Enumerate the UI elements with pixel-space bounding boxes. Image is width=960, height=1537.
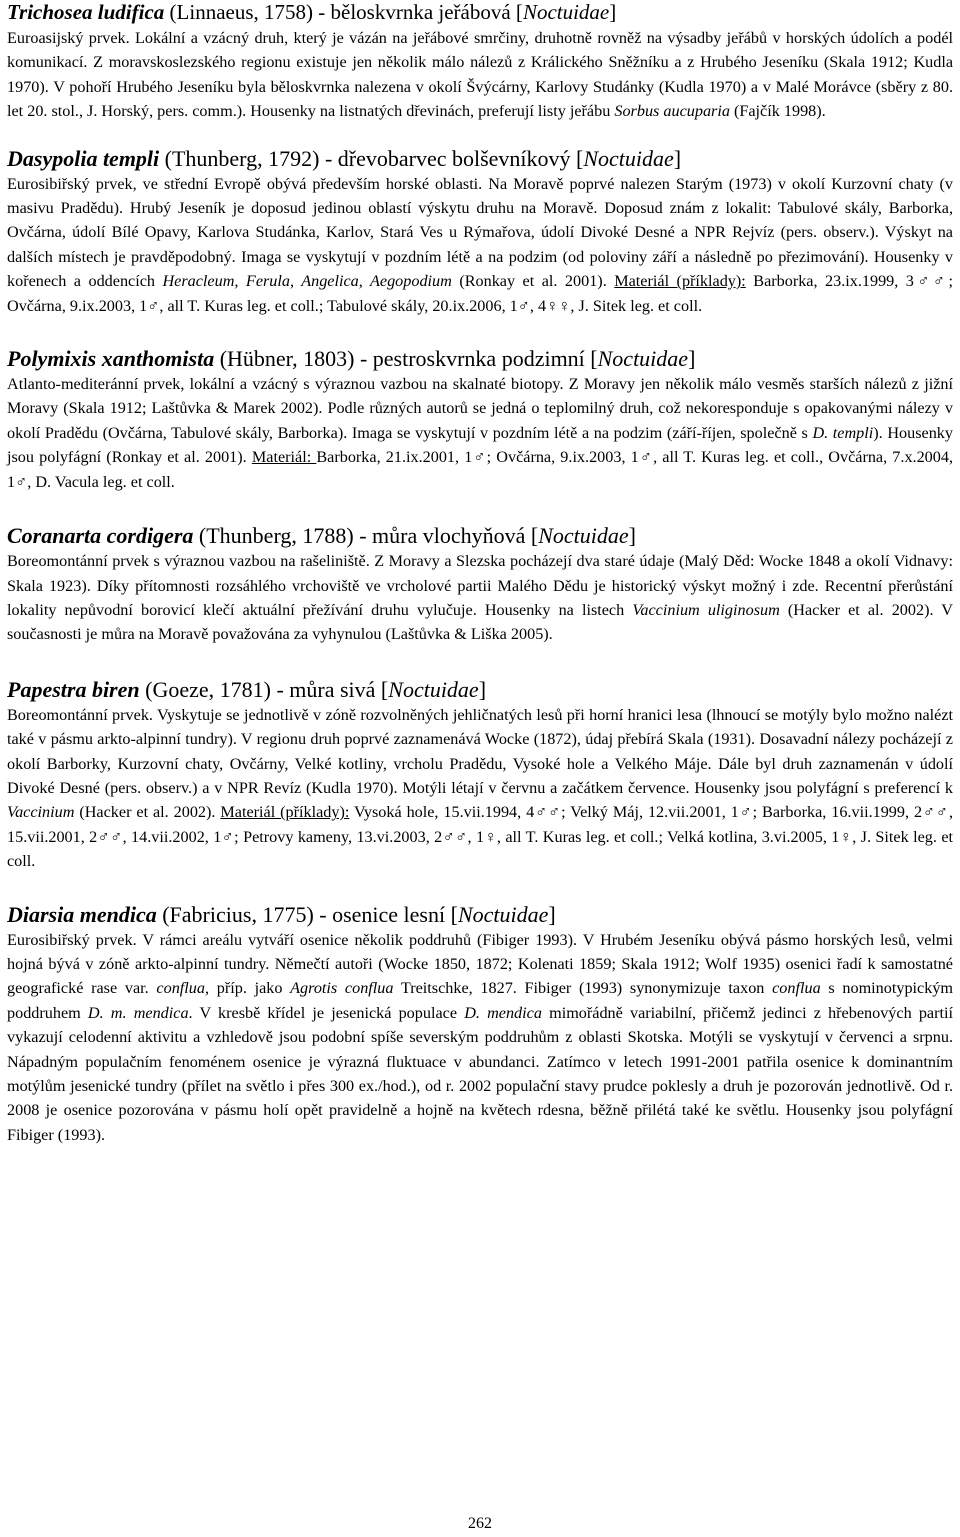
species-entry-polymixis-xanthomista — [7, 346, 953, 494]
text-run: Barborka, 23.ix.1999, 3♂♂; Ovčárna, 9.ix.2003, 1♂, all T. Kuras leg. et coll.; Tabulové skály, 20.ix.2006, 1♂, 4♀♀, J. Sitek leg. et coll. — [7, 272, 953, 315]
text-run: Vysoká hole, 15.vii.1994, 4♂♂; Velký Máj, 12.vii.2001, 1♂; Barborka, 16.vii.1999, 2♂♂, 15.vii.2001, 2♂♂, 14.vii.2002, 1♂; Petrovy kameny, 13.vi.2003, 2♂♂, 1♀, all T. Kuras leg. et coll.; Velká kotlina, 3.vi.2005, 1♀, J. Sitek leg. et coll. — [7, 803, 953, 871]
species-latin-name: Polymixis xanthomista — [7, 346, 215, 372]
species-heading: Polymixis xanthomista (Hübner, 1803) - pestroskvrnka podzimní [Noctuidae] — [7, 346, 696, 372]
species-description — [7, 928, 953, 1148]
species-latin-name: Dasypolia templi — [7, 145, 160, 171]
species-latin-name: Trichosea ludifica — [7, 0, 165, 24]
text-run: (Fajčík 1998). — [729, 102, 826, 121]
species-author-common: (Thunberg, 1792) - dřevobarvec bolševníkový [ — [159, 145, 584, 171]
species-family: Noctuidae — [388, 676, 479, 702]
text-run: Atlanto-mediteránní prvek, lokální a vzácný s výraznou vazbou na skalnaté biotopy. Z Moravy jen několik málo vesměs starších nálezů z jižní Moravy (Skala 1912; Laštůvka & Marek 2002). Podle různých autorů se jedná o teplomilný druh, což nekoresponduje s opakovanými nálezy v okolí Pradědu (Ovčárna, Tabulové skály, Barborka). Imaga se vyskytují v pozdním létě a na podzim (září-říjen, společně s — [7, 375, 953, 442]
species-family: Noctuidae — [457, 901, 549, 927]
italic-taxon: Vaccinium uliginosum — [632, 600, 780, 619]
italic-taxon: D. templi — [812, 423, 874, 442]
italic-taxon: Vaccinium — [7, 803, 75, 822]
text-run: . V kresbě křídel je jesenická populace — [188, 1003, 465, 1022]
text-run: Boreomontánní prvek. Vyskytuje se jednotlivě v zóně rozvolněných jehličnatých lesů při horní hranici lesa (lhnoucí se motýly bylo možno nalézt také v pásmu arkto-alpinní tundry). V regionu druh poprvé zaznamenává Wocke (1872), údaj přebírá Skala (1931). Dosavadní nálezy pocházejí z okolí Barborky, Kurzovní chaty, Ovčárny, Velké kotliny, vrcholu Pradědu, Vysoké hole a Velkého Máje. Dále byl druh zaznamenán v údolí Divoké Desné (pers. observ.) a v NPR Revíz (Kudla 1970). Motýli létají v červnu a začátkem července. Housenky jsou polyfágní s preferencí k — [7, 705, 953, 797]
text-run: mimořádně variabilní, přičemž jedinci z hřebenových partií vykazují celodenní aktivitu a vzhledově jsou podobní spíše severským poddruhům z oblasti Skotska. Motýli se vyskytují v červenci a srpnu. Nápadným populačním fenoménem osenice je výrazná fluktuace v abundanci. Zatímco v letech 1991-2001 patřila osenice k dominantním motýlům jesenické tundry (přílet na světlo i přes 300 ex./hod.), od r. 2002 populační stavy prudce poklesly a druh je pozorován jednotlivě. Od r. 2008 je osenice pozorována v pásmu holí opět pravidelně a hojně na květech rdesna, běžně přilétá také ke světlu. Housenky jsou polyfágní Fibiger (1993). — [7, 1003, 954, 1144]
text-run: ). Housenky jsou polyfágní (Ronkay et al. 2001). — [7, 423, 953, 467]
species-family: Noctuidae — [522, 0, 610, 24]
text-run: s nominotypickým poddruhem — [7, 979, 954, 1022]
species-heading: Diarsia mendica (Fabricius, 1775) - osenice lesní [Noctuidae] — [7, 901, 556, 927]
italic-taxon: Heracleum, Ferula, Angelica, Aegopodium — [162, 272, 452, 291]
page-number: 262 — [468, 1515, 492, 1532]
species-family: Noctuidae — [583, 145, 674, 171]
text-run: Eurosibiřský prvek. V rámci areálu vytváří osenice několik poddruhů (Fibiger 1993). V Hrubém Jeseníku obývá pásmo horských lesů, velmi hojná bývá v zóně arkto-alpinní tundry. Němečtí autoři (Wocke 1850, 1872; Kolenati 1859; Skala 1912; Wolf 1935) osenici řadí k samostatné geografické rase var. — [7, 930, 953, 998]
italic-taxon: Sorbus aucuparia — [614, 102, 730, 121]
species-description — [7, 172, 953, 318]
species-latin-name: Diarsia mendica — [7, 901, 157, 927]
italic-taxon: conflua — [156, 979, 205, 998]
text-run: (Hacker et al. 2002). V současnosti je můra na Moravě považována za vyhynulou (Laštůvka & Liška 2005). — [7, 600, 953, 644]
species-heading: Dasypolia templi (Thunberg, 1792) - dřevobarvec bolševníkový [Noctuidae] — [7, 145, 682, 171]
material-label: Materiál: — [251, 448, 317, 467]
species-author-common: (Linnaeus, 1758) - běloskvrnka jeřábová [ — [164, 0, 523, 24]
species-author-common: (Fabricius, 1775) - osenice lesní [ — [156, 901, 458, 927]
species-author-common: (Thunberg, 1788) - můra vlochyňová [ — [193, 523, 539, 549]
species-description — [7, 703, 953, 874]
species-latin-name: Coranarta cordigera — [7, 523, 194, 549]
material-label: Materiál (příklady): — [220, 803, 350, 822]
document-page — [7, 0, 953, 1175]
italic-taxon: conflua — [772, 979, 821, 998]
species-description — [7, 549, 953, 647]
italic-taxon: D. mendica — [464, 1003, 542, 1022]
italic-taxon: Agrotis conflua — [290, 979, 394, 998]
text-run: (Hacker et al. 2002). — [74, 803, 221, 822]
species-author-common: (Goeze, 1781) - můra sivá [ — [139, 676, 389, 702]
species-heading: Papestra biren (Goeze, 1781) - můra sivá [Noctuidae] — [7, 676, 487, 702]
text-run: Euroasijský prvek. Lokální a vzácný druh, který je vázán na jeřábové smrčiny, druhotně rovněž na výsadby jeřábů v horských údolích a podél komunikací. Z moravskoslezského regionu existuje jen několik málo nálezů z Králického Sněžníku a z Hrubého Jeseníku (Skala 1912; Kudla 1970). V pohoří Hrubého Jeseníku byla běloskvrnka nalezena v okolí Švýcárny, Karlovy Studánky (Kudla 1970) a v Malé Morávce (sběry z 80. let 20. stol., J. Horský, pers. comm.). Housenky na listnatých dřevinách, preferují listy jeřábu — [7, 29, 953, 121]
text-run: Barborka, 21.ix.2001, 1♂; Ovčárna, 9.ix.2003, 1♂, all T. Kuras leg. et coll., Ovčárna, 7.x.2004, 1♂, D. Vacula leg. et coll. — [7, 448, 954, 491]
species-entry-coranarta-cordigera — [7, 523, 953, 647]
species-author-common: (Hübner, 1803) - pestroskvrnka podzimní [ — [214, 346, 598, 372]
species-heading: Coranarta cordigera (Thunberg, 1788) - můra vlochyňová [Noctuidae] — [7, 523, 636, 549]
species-family: Noctuidae — [597, 346, 689, 372]
species-entry-diarsia-mendica — [7, 902, 953, 1148]
species-entry-trichosea-ludifica — [7, 0, 953, 124]
species-entry-dasypolia-templi — [7, 146, 953, 318]
text-run: , příp. jako — [204, 979, 291, 998]
italic-taxon: D. m. mendica — [87, 1003, 189, 1022]
text-run: (Ronkay et al. 2001). — [451, 272, 615, 291]
text-run: Boreomontánní prvek s výraznou vazbou na rašeliniště. Z Moravy a Slezska pocházejí dva staré údaje (Malý Děd: Wocke 1848 a okolí Vidnavy: Skala 1923). Díky přítomnosti rozsáhlého vrchoviště ve vrcholové partii Malého Dědu je historický výskyt možný i zde. Recentní přerůstání lokality nepůvodní borovicí klečí aktuální přežívání druhu vylučuje. Housenky na listech — [7, 552, 953, 619]
species-heading: Trichosea ludifica (Linnaeus, 1758) - běloskvrnka jeřábová [Noctuidae] — [7, 0, 617, 24]
species-description — [7, 26, 953, 124]
text-run: Treitschke, 1827. Fibiger (1993) synonymizuje taxon — [393, 979, 773, 998]
species-entry-papestra-biren — [7, 677, 953, 874]
species-family: Noctuidae — [538, 523, 629, 549]
species-latin-name: Papestra biren — [7, 676, 140, 702]
text-run: Eurosibiřský prvek, ve střední Evropě obývá především horské oblasti. Na Moravě poprvé nalezen Starým (1973) v okolí Kurzovní chaty (v masivu Pradědu). Hrubý Jeseník je doposud jedinou oblastí výskytu druhu na Moravě. Doposud znám z lokalit: Tabulové skály, Barborka, Ovčárna, údolí Bílé Opavy, Karlova Studánka, Karlov, Stará Ves u Rýmařova, údolí Divoké Desné a NPR Rejvíz (pers. observ.). Výskyt na dalších místech je pravděpodobný. Imaga se vyskytují v pozdním létě a na podzim (od poloviny září a následně po přezimování). Housenky v kořenech a oddencích — [7, 174, 953, 291]
material-label: Materiál (příklady): — [614, 272, 746, 291]
species-description — [7, 372, 953, 494]
